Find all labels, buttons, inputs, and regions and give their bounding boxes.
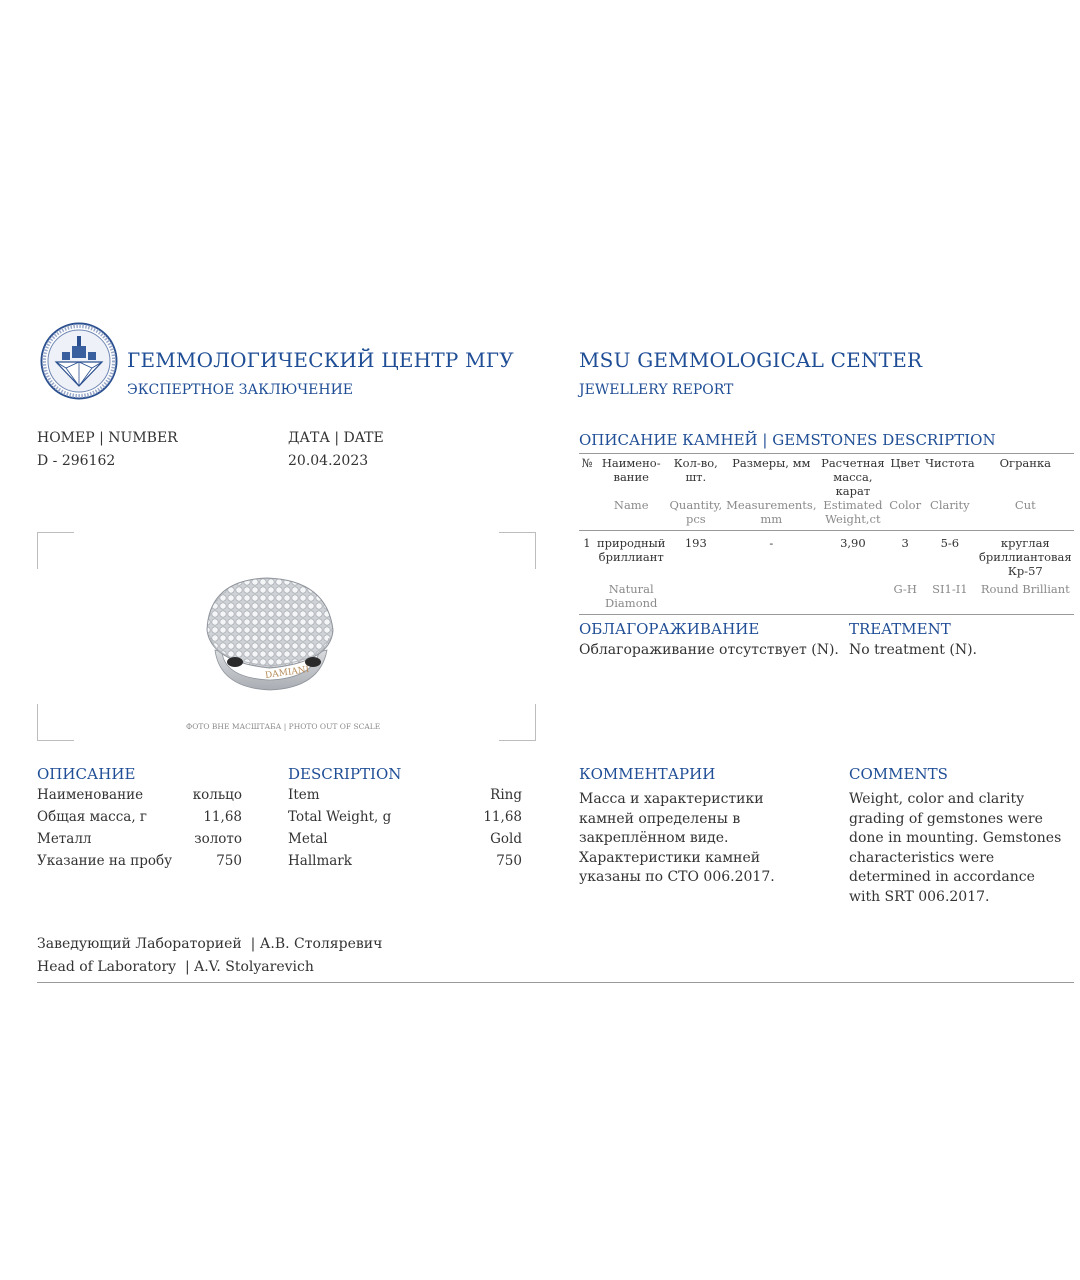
list-item: Металл золото [37,831,242,847]
date-label: ДАТА | DATE [288,430,384,446]
list-item: Metal Gold [288,831,522,847]
msu-logo [40,322,118,400]
en-center-title: MSU GEMMOLOGICAL CENTER [579,348,923,372]
en-report-subtitle: JEWELLERY REPORT [579,382,734,398]
ru-center-title: ГЕММОЛОГИЧЕСКИЙ ЦЕНТР МГУ [127,348,514,372]
treatment-ru-heading: ОБЛАГОРАЖИВАНИЕ [579,620,760,638]
comments-en-text: Weight, color and clarity grading of gemstones were done in mounting. Gemstones characteristics were determined in accordance with SRT 006.2017. [849,791,1062,905]
treatment-en-text: No treatment (N). [849,642,977,658]
footer-divider [37,982,1074,983]
msu-seal-icon [40,322,118,400]
treatment-ru-text: Облагораживание отсутствует (N). [579,642,839,658]
date-value: 20.04.2023 [288,453,369,469]
description-ru-heading: ОПИСАНИЕ [37,765,136,783]
photo-caption: ФОТО ВНЕ МАСШТАБА | PHOTO OUT OF SCALE [186,722,381,731]
signature-ru: Заведующий Лабораторией | А.В. Столяревич [37,936,383,952]
table-row: 1 природный бриллиант 193 - 3,90 3 5-6 круглая бриллиантовая Кр-57 [583,536,1072,578]
table-header-en: Name Quantity, pcs Measurements, mm Estimated Weight,ct Color Clarity Cut [613,498,1036,526]
list-item: Наименование кольцо [37,787,242,803]
treatment-en-heading: TREATMENT [849,620,951,638]
table-row: Natural Diamond G-H SI1-I1 Round Brilliant [605,582,1070,610]
comments-ru-heading: КОММЕНТАРИИ [579,765,716,783]
list-item: Hallmark 750 [288,853,522,869]
description-ru-list [37,784,242,872]
number-label: НОМЕР | NUMBER [37,430,178,446]
ring-photo [195,570,345,695]
list-item: Общая масса, г 11,68 [37,809,242,825]
number-value: D - 296162 [37,453,116,469]
list-item: Указание на пробу 750 [37,853,242,869]
comments-ru-text: Масса и характеристики камней определены в закреплённом виде. Характеристики камней указаны по СТО 006.2017. [579,791,775,885]
gemstones-heading: ОПИСАНИЕ КАМНЕЙ | GEMSTONES DESCRIPTION [579,431,996,449]
ring-engraving: DAMIANI [264,664,310,682]
gemstones-table [579,456,1074,615]
ru-report-subtitle: ЭКСПЕРТНОЕ ЗАКЛЮЧЕНИЕ [127,382,354,398]
description-en-list [288,784,522,872]
comments-en-heading: COMMENTS [849,765,948,783]
table-header-ru: № Наимено-вание Кол-во, шт. Размеры, мм Расчетная масса, карат Цвет Чистота Огранка [581,456,1051,498]
signature-en: Head of Laboratory | A.V. Stolyarevich [37,959,314,975]
list-item: Item Ring [288,787,522,803]
description-en-heading: DESCRIPTION [288,765,402,783]
list-item: Total Weight, g 11,68 [288,809,522,825]
